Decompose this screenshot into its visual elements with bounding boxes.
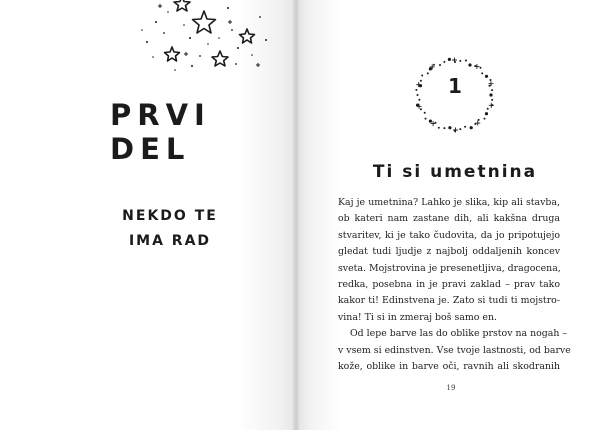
chapter-body [338, 195, 571, 375]
text-line: kože, oblike in barve oči, ravnih ali skodranih [338, 361, 560, 373]
book-gutter [293, 0, 299, 430]
text-line: redka, posebna in je pravi zaklad – prav tako [338, 279, 560, 291]
part-title-line: DEL [110, 132, 191, 166]
chapter-number: 1 [448, 74, 462, 98]
part-subtitle-line: IMA RAD [128, 233, 212, 249]
star-icon [165, 47, 180, 61]
text-line: Kaj je umetnina? Lahko je slika, kip ali stavba, [338, 197, 560, 208]
text-line: v vsem si edinstven. Vse tvoje lastnosti, od barve [338, 344, 571, 356]
text-line: kakor ti! Edinstvena je. Zato si tudi ti mojstro- [338, 295, 560, 307]
left-page [0, 0, 296, 430]
part-subtitle-line: NEKDO TE [122, 208, 218, 224]
text-line: vina! Ti si in zmeraj boš samo en. [338, 311, 497, 323]
text-line: ob kateri nam zastane dih, ali kakšna druga [338, 213, 560, 225]
chapter-title: Ti si umetnina [372, 162, 538, 182]
text-line: gledat tudi ljudje z najbolj oddaljenih koncev [338, 246, 560, 258]
star-icon [212, 51, 228, 66]
star-icon [174, 0, 190, 11]
star-icon [193, 11, 216, 33]
stars-decoration [120, 0, 280, 80]
star-icon [240, 29, 255, 43]
part-subtitle [100, 204, 240, 254]
part-title [110, 98, 220, 166]
text-line: sveta. Mojstrovina je presenetljiva, dragocena, [338, 262, 561, 274]
page-number: 19 [446, 384, 456, 392]
text-line: Od lepe barve las do oblike prstov na nogah – [350, 328, 568, 340]
text-line: stvaritev, ki je tako čudovita, da jo pripotujejo [338, 229, 560, 241]
part-title-line: PRVI [110, 98, 211, 132]
